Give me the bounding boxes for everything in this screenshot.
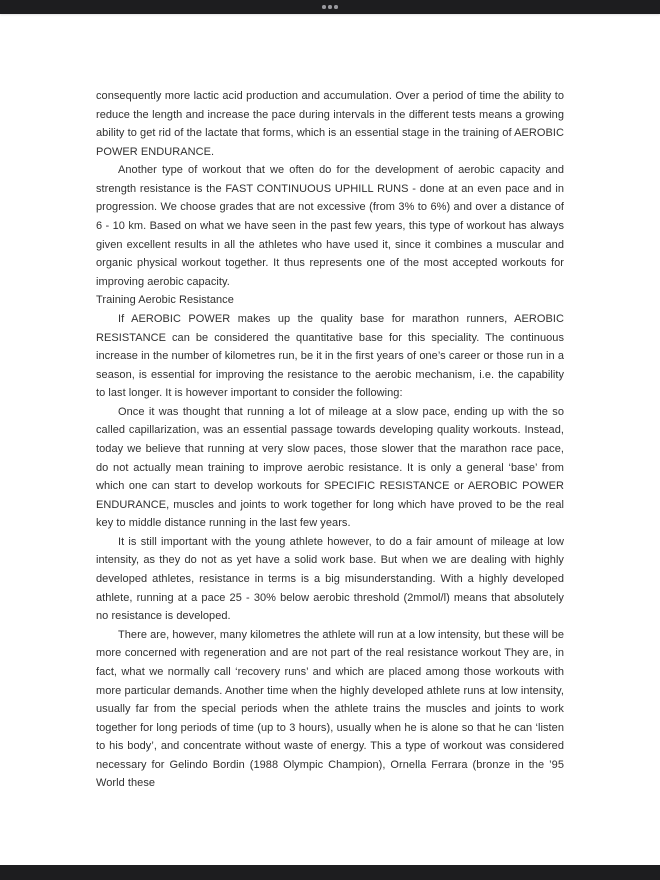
paragraph: Another type of workout that we often do for the development of aerobic capacity and strength resistance is the FAST CONTINUOUS UPHILL RUNS - done at an even pace and in progression. We choose grades that are not excessive (from 3% to 6%) and over a distance of 6 - 10 km. Based on what we have seen in the past few years, this type of workout has always given excellent results in all the athletes who have used it, since it combines a muscular and organic physical workout together. It thus represents one of the most accepted workouts for improving aerobic capacity. [96,164,564,288]
paragraph: If AEROBIC POWER makes up the quality base for marathon runners, AEROBIC RESISTANCE can be considered the quantitative base for this speciality. The continuous increase in the number of kilometres run, be it in the first years of one’s career or those run in a season, is essential for improving the resistance to the aerobic mechanism, i.e. the capability to last longer. It is however important to consider the following: [96,312,564,400]
paragraph: There are, however, many kilometres the athlete will run at a low intensity, but these will be more concerned with regeneration and are not part of the real resistance workout They are, in fact, what we normally call ‘recovery runs’ and which are placed among those workouts with more particular demands. Another time when the highly developed athlete runs at low intensity, usually far from the special periods when the athlete trains the muscles and joints to work together for long periods of time (up to 3 hours), usually when he is alone so that he can ‘listen to his body’, and concentrate without waste of energy. This a type of workout was considered necessary for Gelindo Bordin (1988 Olympic Champion), Ornella Ferrara (bronze in the ’95 World these [96,628,564,790]
paragraph-continuation: consequently more lactic acid production and accumulation. Over a period of time the ability to reduce the length and increase the pace during intervals in the different tests means a growing ability to get rid of the lactate that forms, which is an essential stage in the training of AEROBIC POWER ENDURANCE. [96,90,564,158]
bottom-bar [0,865,660,880]
dot [334,5,338,9]
paragraph: It is still important with the young athlete however, to do a fair amount of mileage at low intensity, as they do not as yet have a solid work base. But when we are dealing with highly developed athletes, resistance in terms is a big misunderstanding. With a highly developed athlete, running at a pace 25 - 30% below aerobic threshold (2mmol/l) means that absolutely no resistance is developed. [96,535,564,623]
document-page [96,87,564,793]
dot [328,5,332,9]
dot [322,5,326,9]
paragraph: Once it was thought that running a lot of mileage at a slow pace, ending up with the so called capillarization, was an essential passage towards developing quality workouts. Instead, today we believe that running at very slow paces, those slower that the marathon race pace, do not actually mean training to improve aerobic resistance. It is only a general ‘base’ from which one can start to develop workouts for SPECIFIC RESISTANCE or AEROBIC POWER ENDURANCE, muscles and joints to work together for long which have proved to be the real key to middle distance running in the last few years. [96,405,564,530]
top-bar [0,0,660,14]
ellipsis-handle-icon[interactable] [316,2,344,12]
section-heading: Training Aerobic Resistance [96,294,234,307]
